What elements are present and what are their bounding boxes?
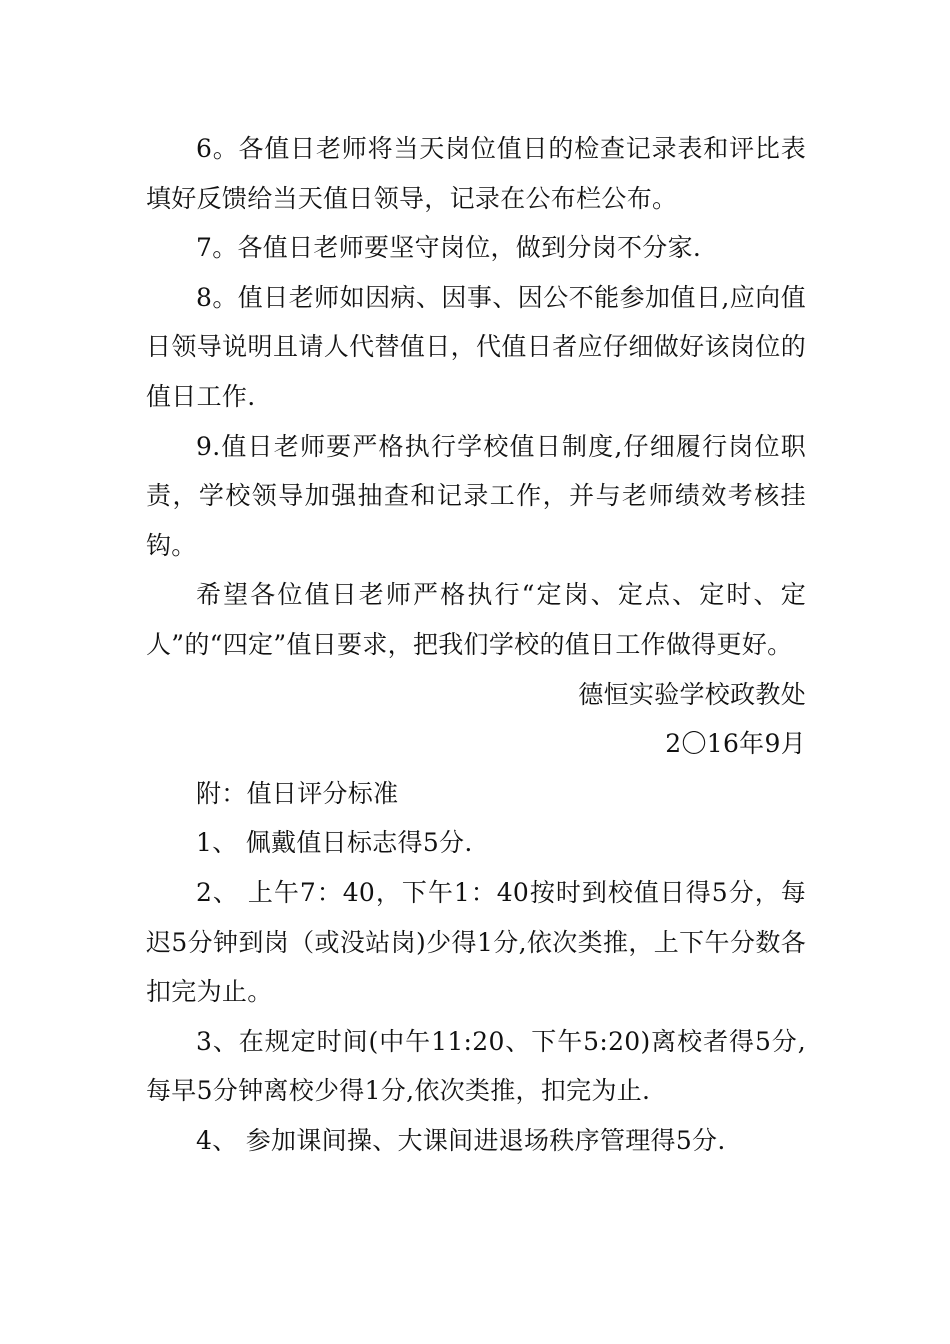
appendix-item-3: 3、在规定时间(中午11:20、下午5:20)离校者得5分,每早5分钟离校少得1分,依次类推，扣完为止.: [146, 1026, 806, 1106]
document-page: [146, 124, 806, 1165]
paragraph-item-9: 9.值日老师要严格执行学校值日制度,仔细履行岗位职责，学校领导加强抽查和记录工作，并与老师绩效考核挂钩。: [146, 431, 806, 560]
appendix-title: 附：值日评分标准: [196, 778, 399, 808]
signature-department: 德恒实验学校政教处: [578, 679, 806, 709]
paragraph-closing: 希望各位值日老师严格执行“定岗、定点、定时、定人”的“四定”值日要求，把我们学校的值日工作做得更好。: [146, 580, 806, 659]
paragraph-item-7: 7。各值日老师要坚守岗位，做到分岗不分家.: [196, 233, 702, 263]
signature-date: 2〇16年9月: [665, 729, 806, 759]
paragraph-item-8: 8。值日老师如因病、因事、因公不能参加值日,应向值日领导说明且请人代替值日，代值日者应仔细做好该岗位的值日工作.: [146, 282, 806, 411]
appendix-item-4: 4、 参加课间操、大课间进退场秩序管理得5分.: [196, 1125, 726, 1155]
paragraph-item-6: 6。各值日老师将当天岗位值日的检查记录表和评比表填好反馈给当天值日领导，记录在公布栏公布。: [146, 134, 806, 213]
appendix-item-1: 1、 佩戴值日标志得5分.: [196, 828, 473, 858]
appendix-item-2: 2、 上午7：40，下午1：40按时到校值日得5分，每迟5分钟到岗（或没站岗)少得1分,依次类推，上下午分数各扣完为止。: [146, 877, 806, 1007]
